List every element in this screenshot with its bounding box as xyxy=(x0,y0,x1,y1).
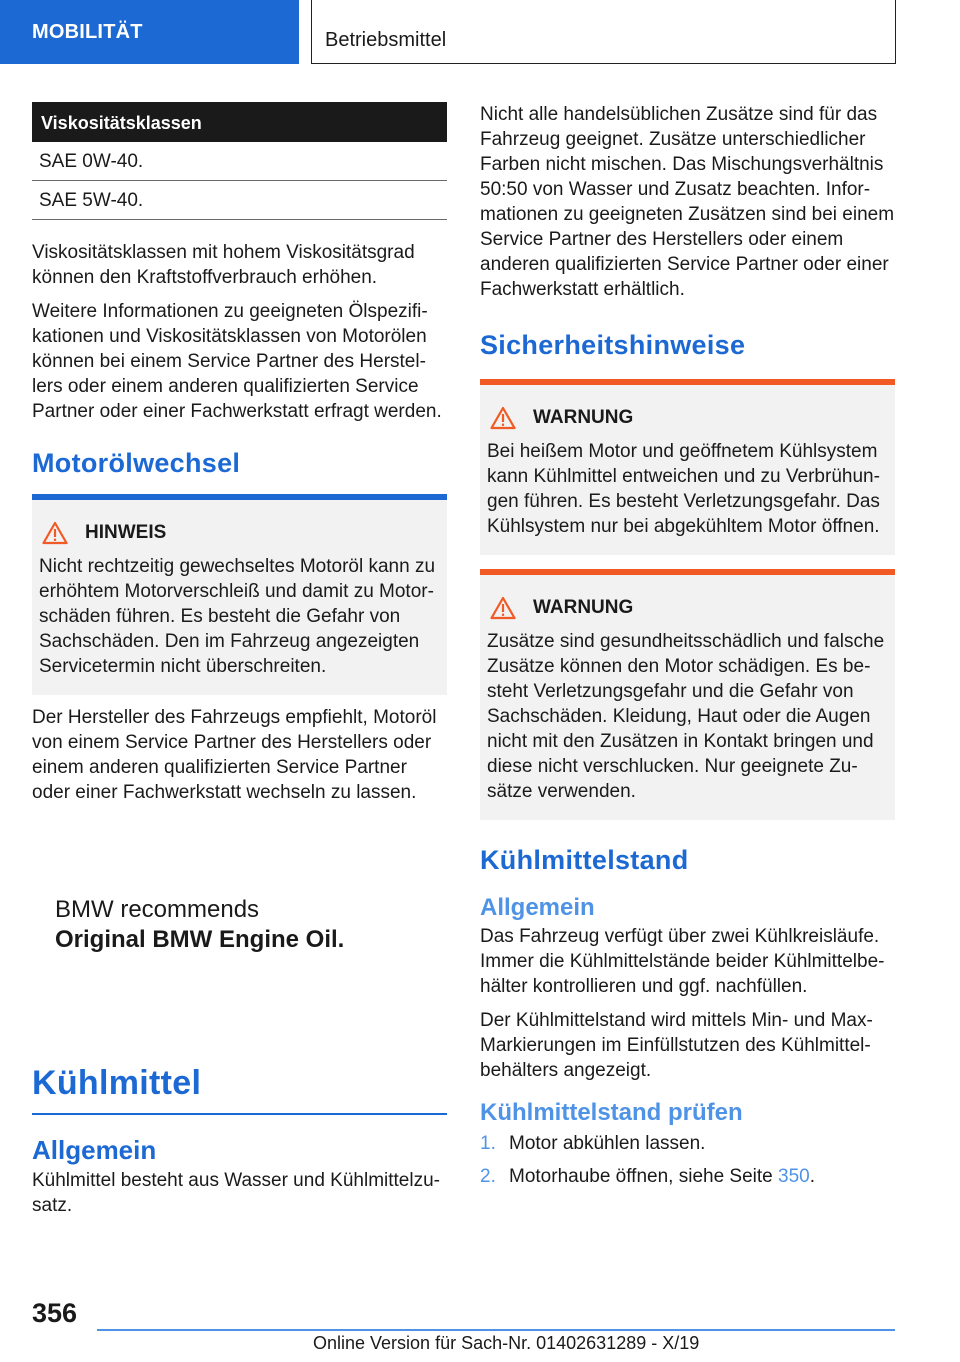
left-column xyxy=(32,102,447,1227)
step-text-suffix: . xyxy=(809,1166,815,1187)
paragraph: Der Kühlmittelstand wird mittels Min- und Max-Markierungen im Einfüllstutzen des Kühlmittelbehälters angezeigt. xyxy=(480,1010,873,1081)
page-link[interactable]: 350 xyxy=(778,1166,810,1187)
notice-text: Nicht rechtzeitig gewechseltes Motoröl kann zu erhöhtem Motorverschleiß und damit zu Motorschäden führen. Es besteht die Gefahr von Sachschäden. Den im Fahrzeug angezeigten Servicetermin nicht überschreiten. xyxy=(39,556,436,677)
list-item xyxy=(480,1131,895,1156)
paragraph: Nicht alle handelsüblichen Zusätze sind für das Fahrzeug geeignet. Zusätze unterschiedlicher Farben nicht mischen. Das Mischungsverhältnis 50:50 von Wasser und Zusatz beachten. Informationen zu geeigneten Zusätzen sind bei einem Service Partner des Herstellers oder einem anderen qualifizierten Service Partner oder einer Fachwerkstatt erhältlich. xyxy=(480,104,895,300)
subheading-general: Allgemein xyxy=(32,1135,157,1165)
warning-header xyxy=(487,593,887,623)
paragraph: Weitere Informationen zu geeigneten Ölspezifikationen und Viskositätsklassen von Motorölen können bei einem Service Partner des Herstellers oder einem anderen qualifizierten Service Partner oder einer Fachwerkstatt erfragt werden. xyxy=(32,301,442,422)
paragraph: Viskositätsklassen mit hohem Viskositätsgrad können den Kraftstoffverbrauch erhöhen. xyxy=(32,242,415,288)
warning-triangle-icon xyxy=(490,406,516,430)
warning-box xyxy=(480,575,895,820)
warning-triangle-icon xyxy=(42,521,68,545)
notice-title: HINWEIS xyxy=(85,522,167,543)
footer-text: Online Version für Sach-Nr. 01402631289 - X/19 xyxy=(313,1333,700,1353)
step-text: Motor abkühlen lassen. xyxy=(509,1133,706,1154)
bmw-oil-recommendation-image xyxy=(32,814,447,1044)
section-tab: MOBILITÄT xyxy=(0,0,299,64)
step-text-wrap xyxy=(509,1164,815,1189)
warning-box xyxy=(480,385,895,555)
subheading-check-level: Kühlmittelstand prüfen xyxy=(480,1099,743,1126)
step-number: 2. xyxy=(480,1166,496,1187)
section-heading-oil-change: Motorölwechsel xyxy=(32,448,241,478)
image-line-1: BMW recommends xyxy=(55,896,260,923)
notice-header xyxy=(39,518,439,548)
table-row: SAE 5W-40. xyxy=(32,181,447,220)
subheading-general: Allgemein xyxy=(480,894,595,921)
step-text: Motorhaube öffnen, siehe Seite xyxy=(509,1166,779,1187)
page-number: 356 xyxy=(32,1298,78,1328)
section-heading-safety: Sicherheitshinweise xyxy=(480,330,746,360)
right-column xyxy=(480,102,895,1197)
paragraph: Der Hersteller des Fahrzeugs empfiehlt, Motoröl von einem Service Partner des Herstellers oder einem anderen qualifizierten Service Partner oder einer Fachwerkstatt wechseln zu lassen. xyxy=(32,707,437,803)
viscosity-table xyxy=(32,102,447,220)
warning-triangle-icon xyxy=(490,596,516,620)
table-header: Viskositätsklassen xyxy=(32,102,447,142)
chapter-heading-coolant: Kühlmittel xyxy=(32,1064,202,1102)
chapter-title: Betriebsmittel xyxy=(311,0,896,64)
section-heading-coolant-level: Kühlmittelstand xyxy=(480,845,689,875)
warning-header xyxy=(487,403,887,433)
warning-text: Zusätze sind gesundheitsschädlich und falsche Zusätze können den Motor schädigen. Es besteht Verletzungsgefahr und die Gefahr von Sachschäden. Kleidung, Haut oder die Augen nicht mit den Zusätzen in Kontakt bringen und diese nicht verschlucken. Nur geeignete Zusätze verwenden. xyxy=(487,631,885,802)
image-line-2: Original BMW Engine Oil. xyxy=(55,926,345,953)
table-row: SAE 0W-40. xyxy=(32,142,447,181)
notice-box xyxy=(32,500,447,695)
steps-list xyxy=(480,1131,895,1189)
step-number: 1. xyxy=(480,1133,496,1154)
warning-title: WARNUNG xyxy=(533,597,634,618)
heading-divider xyxy=(32,1113,447,1115)
warning-text: Bei heißem Motor und geöffnetem Kühlsystem kann Kühlmittel entweichen und zu Verbrühungen führen. Es besteht Verletzungsgefahr. Das Kühlsystem nur bei abgekühltem Motor öffnen. xyxy=(487,441,880,537)
paragraph: Kühlmittel besteht aus Wasser und Kühlmittelzusatz. xyxy=(32,1170,440,1216)
paragraph: Das Fahrzeug verfügt über zwei Kühlkreisläufe. Immer die Kühlmittelstände beider Kühlmittelbehälter kontrollieren und ggf. nachfüllen. xyxy=(480,926,885,997)
warning-title: WARNUNG xyxy=(533,407,634,428)
list-item xyxy=(480,1164,895,1189)
